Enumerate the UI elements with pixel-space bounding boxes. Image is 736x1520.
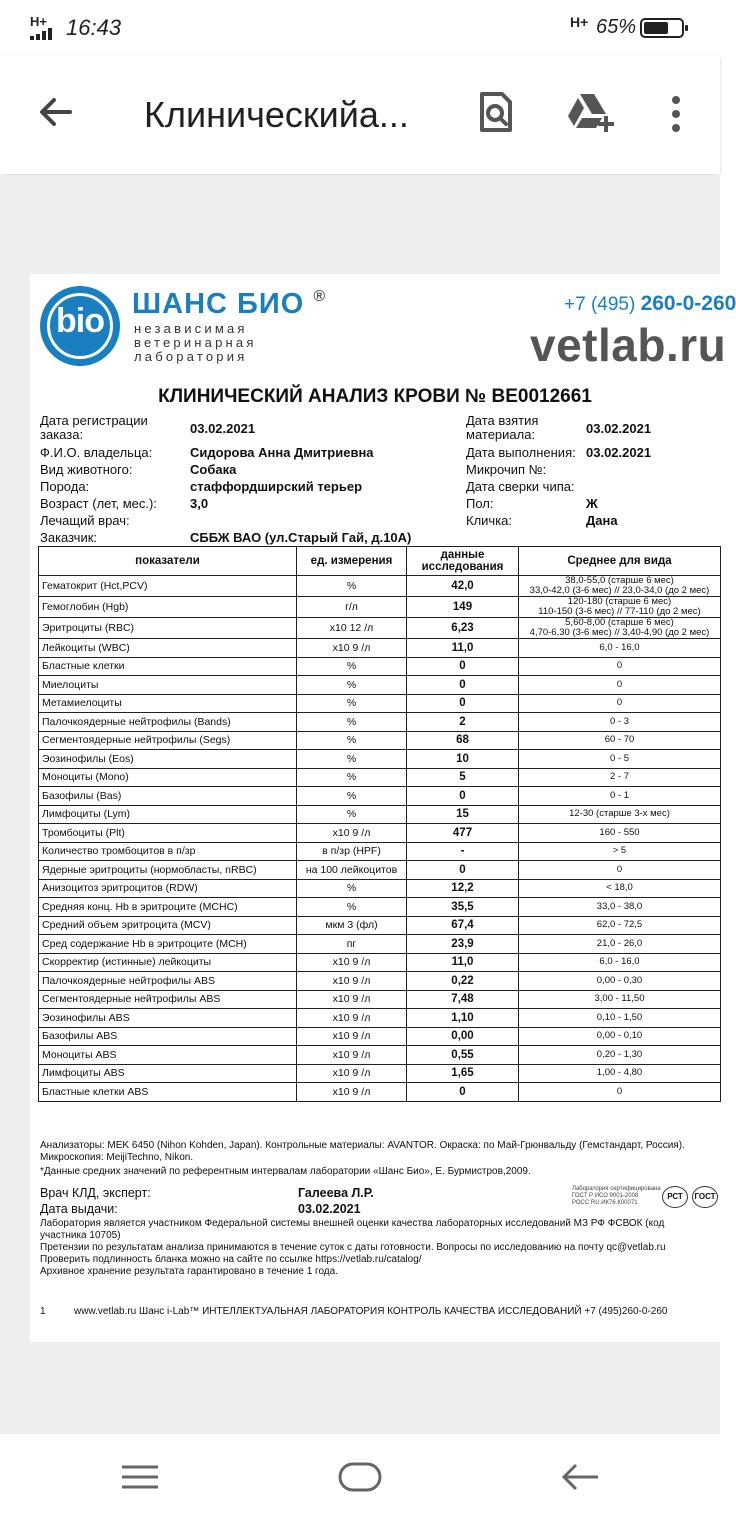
result-value: 10: [407, 750, 519, 769]
page-footer: www.vetlab.ru Шанс i-Lab™ ИНТЕЛЛЕКТУАЛЬНАЯ ЛАБОРАТОРИЯ КОНТРОЛЬ КАЧЕСТВА ИССЛЕДОВАНИЙ +7 (495)260-0-260: [74, 1306, 668, 1317]
info-label: Возраст (лет, мес.):: [40, 496, 157, 511]
find-in-document-icon[interactable]: [476, 90, 516, 134]
reference-range: < 18,0: [519, 879, 721, 898]
parameter-name: Сред содержание Hb в эритроците (MCH): [39, 935, 297, 954]
brand-tagline: независимая ветеринарная лаборатория: [134, 321, 257, 364]
reference-range: 0,00 - 0,30: [519, 972, 721, 991]
result-value: 7,48: [407, 990, 519, 1009]
parameter-name: Ядерные эритроциты (нормобласты, nRBC): [39, 861, 297, 880]
result-value: 0: [407, 657, 519, 676]
reference-range: 12-30 (старше 3-х мес): [519, 805, 721, 824]
table-row: [39, 935, 721, 954]
result-value: 15: [407, 805, 519, 824]
unit: x10 9 /л: [297, 1009, 407, 1028]
rst-mark-icon: РСТ: [662, 1186, 688, 1208]
result-value: 0: [407, 676, 519, 695]
back-nav-icon[interactable]: [560, 1462, 600, 1497]
info-value: Ж: [586, 496, 598, 511]
table-row: [39, 916, 721, 935]
home-icon[interactable]: [338, 1462, 382, 1497]
result-value: 23,9: [407, 935, 519, 954]
reference-range: 0,10 - 1,50: [519, 1009, 721, 1028]
result-value: 0,00: [407, 1027, 519, 1046]
unit: x10 9 /л: [297, 1027, 407, 1046]
unit: x10 9 /л: [297, 1064, 407, 1083]
reference-range: 160 - 550: [519, 824, 721, 843]
parameter-name: Палочкоядерные нейтрофилы (Bands): [39, 713, 297, 732]
info-value: Дана: [586, 513, 618, 528]
reference-range: 6,0 - 16,0: [519, 953, 721, 972]
info-value: 03.02.2021: [586, 421, 652, 436]
network-type: H+: [570, 14, 589, 30]
reference-range: 0: [519, 1083, 721, 1102]
table-row: [39, 805, 721, 824]
gost-mark-icon: ГОСТ: [692, 1186, 718, 1208]
unit: в п/зр (HPF): [297, 842, 407, 861]
document-page: [30, 274, 736, 1342]
info-label: Заказчик:: [40, 530, 98, 545]
unit: %: [297, 731, 407, 750]
doctor-name: Галеева Л.Р.: [298, 1186, 374, 1200]
table-row: [39, 576, 721, 597]
table-header-row: [39, 547, 721, 576]
clock: 16:43: [66, 15, 122, 40]
unit: x10 9 /л: [297, 824, 407, 843]
signal-icon: [30, 28, 58, 40]
table-row: [39, 1083, 721, 1102]
table-row: [39, 597, 721, 618]
parameter-name: Бластные клетки ABS: [39, 1083, 297, 1102]
unit: %: [297, 713, 407, 732]
document-title: Клиническийа...: [144, 94, 409, 135]
column-header: показатели: [39, 547, 297, 576]
result-value: 477: [407, 824, 519, 843]
table-row: [39, 713, 721, 732]
result-value: 0: [407, 861, 519, 880]
legal-line: Проверить подлинность бланка можно на сайте по ссылке https://vetlab.ru/catalog/: [40, 1254, 422, 1265]
table-row: [39, 1009, 721, 1028]
table-row: [39, 731, 721, 750]
results-table: [38, 546, 721, 1102]
issue-date-label: Дата выдачи:: [40, 1202, 118, 1216]
table-row: [39, 1027, 721, 1046]
phone-number: +7 (495) 260-0-260: [564, 292, 736, 315]
battery-percent: 65%: [596, 16, 637, 38]
reference-range: 3,00 - 11,50: [519, 990, 721, 1009]
unit: x10 12 /л: [297, 618, 407, 639]
reference-range: 0 - 5: [519, 750, 721, 769]
parameter-name: Анизоцитоз эритроцитов (RDW): [39, 879, 297, 898]
reference-range: 33,0 - 38,0: [519, 898, 721, 917]
result-value: 12,2: [407, 879, 519, 898]
parameter-name: Сегментоядерные нейтрофилы ABS: [39, 990, 297, 1009]
column-header: ед. измерения: [297, 547, 407, 576]
parameter-name: Средний объем эритроцита (MCV): [39, 916, 297, 935]
reference-range: 60 - 70: [519, 731, 721, 750]
parameter-name: Метамиелоциты: [39, 694, 297, 713]
logo-icon: bio: [40, 286, 120, 366]
unit: %: [297, 898, 407, 917]
info-label: Порода:: [40, 479, 90, 494]
info-value: стаффордширский терьер: [190, 479, 363, 494]
parameter-name: Миелоциты: [39, 676, 297, 695]
unit: мкм 3 (фл): [297, 916, 407, 935]
info-label: Дата сверки чипа:: [466, 479, 575, 494]
info-value: 03.02.2021: [190, 421, 256, 436]
info-label: Микрочип №:: [466, 462, 547, 477]
info-value: Собака: [190, 462, 237, 477]
info-label: Кличка:: [466, 513, 513, 528]
column-header: Среднее для вида: [519, 547, 721, 576]
signal-type: H+: [30, 14, 47, 29]
parameter-name: Скорректир (истинные) лейкоциты: [39, 953, 297, 972]
parameter-name: Моноциты (Mono): [39, 768, 297, 787]
result-value: 0,22: [407, 972, 519, 991]
parameter-name: Эритроциты (RBC): [39, 618, 297, 639]
info-label: Дата взятия материала:: [466, 413, 539, 442]
unit: %: [297, 676, 407, 695]
result-value: 68: [407, 731, 519, 750]
parameter-name: Средняя конц. Hb в эритроците (MCHC): [39, 898, 297, 917]
unit: x10 9 /л: [297, 1083, 407, 1102]
unit: %: [297, 768, 407, 787]
column-header: данные исследования: [407, 547, 519, 576]
back-arrow-icon[interactable]: [36, 92, 76, 132]
unit: %: [297, 657, 407, 676]
result-value: 67,4: [407, 916, 519, 935]
unit: г/л: [297, 597, 407, 618]
table-row: [39, 750, 721, 769]
unit: x10 9 /л: [297, 1046, 407, 1065]
table-row: [39, 824, 721, 843]
info-label: Вид животного:: [40, 462, 133, 477]
parameter-name: Количество тромбоцитов в п/зр: [39, 842, 297, 861]
info-label: Пол:: [466, 496, 494, 511]
parameter-name: Базофилы ABS: [39, 1027, 297, 1046]
page-number: 1: [40, 1306, 46, 1317]
reference-range: 0: [519, 676, 721, 695]
unit: %: [297, 805, 407, 824]
reference-range: 1,00 - 4,80: [519, 1064, 721, 1083]
reference-range: 38,0-55,0 (старше 6 мес) 33,0-42,0 (3-6 мес) // 23,0-34,0 (до 2 мес): [519, 576, 721, 597]
reference-note: *Данные средних значений по референтным интервалам лаборатории «Шанс Био», Е. Бурмистров,2009.: [40, 1166, 531, 1177]
table-row: [39, 1064, 721, 1083]
info-label: Ф.И.О. владельца:: [40, 445, 153, 460]
result-value: 1,10: [407, 1009, 519, 1028]
result-value: 42,0: [407, 576, 519, 597]
reference-range: 0: [519, 657, 721, 676]
parameter-name: Эозинофилы ABS: [39, 1009, 297, 1028]
reference-range: 62,0 - 72,5: [519, 916, 721, 935]
parameter-name: Бластные клетки: [39, 657, 297, 676]
parameter-name: Лимфоциты (Lym): [39, 805, 297, 824]
legal-line: Лаборатория является участником Федеральной системы внешней оценки качества лабораторных исследований МЗ РФ ФСВОК (код: [40, 1218, 665, 1229]
legal-line: участника 10705): [40, 1230, 121, 1241]
unit: x10 9 /л: [297, 990, 407, 1009]
result-value: -: [407, 842, 519, 861]
status-bar: [0, 0, 720, 56]
result-value: 1,65: [407, 1064, 519, 1083]
unit: %: [297, 576, 407, 597]
table-row: [39, 639, 721, 658]
app-bar: [0, 56, 720, 174]
reference-range: 0,20 - 1,30: [519, 1046, 721, 1065]
table-row: [39, 768, 721, 787]
reference-range: 21,0 - 26,0: [519, 935, 721, 954]
parameter-name: Палочкоядерные нейтрофилы ABS: [39, 972, 297, 991]
info-value: 03.02.2021: [586, 445, 652, 460]
result-value: 149: [407, 597, 519, 618]
unit: x10 9 /л: [297, 953, 407, 972]
add-to-drive-icon[interactable]: [566, 92, 616, 134]
parameter-name: Моноциты ABS: [39, 1046, 297, 1065]
certification-text: Лаборатория сертифицирована ГОСТ Р ИСО 9001-2008 РОСС RU.ИК76.К00071: [572, 1186, 661, 1206]
reference-range: > 5: [519, 842, 721, 861]
reference-range: 5,60-8,00 (старше 6 мес) 4,70-6,30 (3-6 мес) // 3,40-4,90 (до 2 мес): [519, 618, 721, 639]
parameter-name: Лимфоциты ABS: [39, 1064, 297, 1083]
table-row: [39, 972, 721, 991]
info-label: Лечащий врач:: [40, 513, 130, 528]
info-label: Дата регистрации заказа:: [40, 413, 148, 442]
table-row: [39, 676, 721, 695]
table-row: [39, 879, 721, 898]
table-row: [39, 953, 721, 972]
issue-date: 03.02.2021: [298, 1202, 361, 1216]
result-value: 35,5: [407, 898, 519, 917]
unit: x10 9 /л: [297, 639, 407, 658]
unit: %: [297, 750, 407, 769]
info-value: СББЖ ВАО (ул.Старый Гай, д.10А): [190, 530, 412, 545]
brand-name: ШАНС БИО ®: [132, 288, 327, 320]
report-title: КЛИНИЧЕСКИЙ АНАЛИЗ КРОВИ № BE0012661: [158, 386, 592, 407]
result-value: 5: [407, 768, 519, 787]
info-value: 3,0: [190, 496, 209, 511]
table-row: [39, 694, 721, 713]
result-value: 11,0: [407, 953, 519, 972]
reference-range: 0: [519, 694, 721, 713]
reference-range: 0 - 3: [519, 713, 721, 732]
result-value: 2: [407, 713, 519, 732]
table-row: [39, 1046, 721, 1065]
table-row: [39, 787, 721, 806]
result-value: 0: [407, 1083, 519, 1102]
reference-range: 2 - 7: [519, 768, 721, 787]
parameter-name: Гематокрит (Hct,PCV): [39, 576, 297, 597]
table-row: [39, 861, 721, 880]
info-label: Дата выполнения:: [466, 445, 576, 460]
more-options-icon[interactable]: [664, 92, 688, 136]
table-row: [39, 657, 721, 676]
parameter-name: Лейкоциты (WBC): [39, 639, 297, 658]
reference-range: 0: [519, 861, 721, 880]
parameter-name: Эозинофилы (Eos): [39, 750, 297, 769]
parameter-name: Сегментоядерные нейтрофилы (Segs): [39, 731, 297, 750]
info-value: Сидорова Анна Дмитриевна: [190, 445, 374, 460]
table-row: [39, 990, 721, 1009]
website: vetlab.ru: [530, 319, 727, 371]
parameter-name: Тромбоциты (Plt): [39, 824, 297, 843]
table-row: [39, 898, 721, 917]
parameter-name: Базофилы (Bas): [39, 787, 297, 806]
unit: %: [297, 879, 407, 898]
legal-line: Претензии по результатам анализа принимаются в течение суток с даты готовности. Вопросы по исследованию на почту qc@vetlab.ru: [40, 1242, 666, 1253]
unit: пг: [297, 935, 407, 954]
reference-range: 0 - 1: [519, 787, 721, 806]
navigation-bar: [0, 1434, 720, 1520]
unit: %: [297, 694, 407, 713]
result-value: 0,55: [407, 1046, 519, 1065]
unit: x10 9 /л: [297, 972, 407, 991]
result-value: 6,23: [407, 618, 519, 639]
analyzers-note: Анализаторы: MEK 6450 (Nihon Kohden, Japan). Контрольные материалы: AVANTOR. Окраска: по Май-Грюнвальду (Гемстандарт, Россия). Микроскопия: MeijiTechno, Nikon.: [40, 1140, 685, 1163]
table-row: [39, 842, 721, 861]
result-value: 11,0: [407, 639, 519, 658]
reference-range: 6,0 - 16,0: [519, 639, 721, 658]
result-value: 0: [407, 694, 519, 713]
document-viewer[interactable]: [0, 176, 736, 1434]
unit: на 100 лейкоцитов: [297, 861, 407, 880]
reference-range: 120-180 (старше 6 мес) 110-150 (3-6 мес) // 77-110 (до 2 мес): [519, 597, 721, 618]
recent-apps-icon[interactable]: [120, 1464, 160, 1495]
legal-line: Архивное хранение результата гарантировано в течение 1 года.: [40, 1266, 338, 1277]
result-value: 0: [407, 787, 519, 806]
parameter-name: Гемоглобин (Hgb): [39, 597, 297, 618]
table-row: [39, 618, 721, 639]
unit: %: [297, 787, 407, 806]
reference-range: 0,00 - 0,10: [519, 1027, 721, 1046]
battery-icon: [640, 18, 684, 38]
doctor-label: Врач КЛД, эксперт:: [40, 1186, 151, 1200]
